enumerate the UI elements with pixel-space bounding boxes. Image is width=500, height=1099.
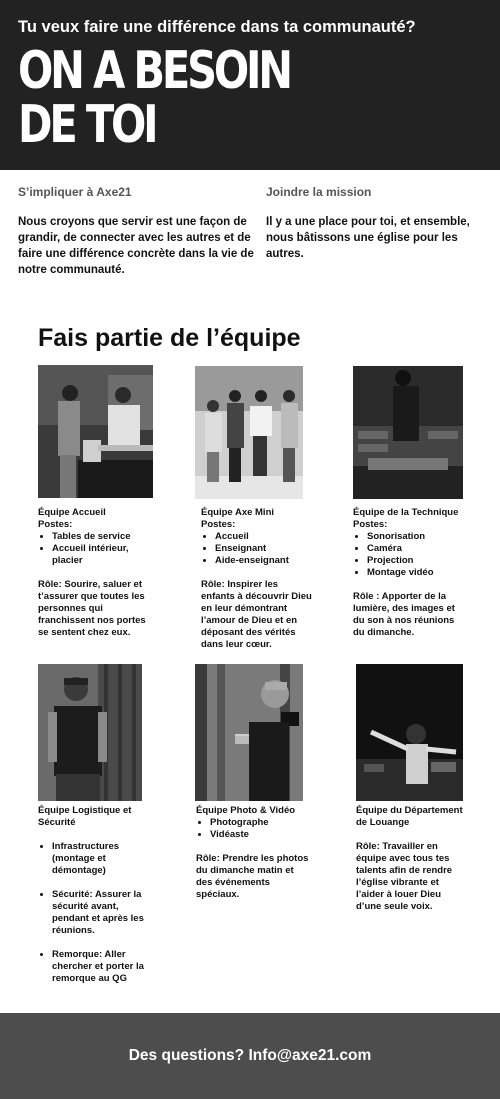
team-accueil-postes-list [38,531,158,567]
hero-title-line-2: DE TOI [18,95,156,155]
intro-right-text: Il y a une place pour toi, et ensemble, nous bâtissons une église pour les autres. [266,216,470,260]
team-photo-video-postes-list [196,817,311,841]
team-logistique-name: Équipe Logistique et Sécurité [38,805,132,828]
team-axe-mini-photo [195,366,303,499]
team-photo-video-card [196,805,311,901]
team-logistique-card [38,805,158,985]
list-item: • Caméra [367,543,465,555]
team-technique-postes-list [353,531,465,579]
team-louange-card [356,805,468,913]
team-photo-video-photo [195,664,303,801]
list-item: • Vidéaste [210,829,311,841]
intro-right-heading: Joindre la mission [266,185,372,199]
footer-contact-text[interactable]: Des questions? Info@axe21.com [128,1047,372,1064]
hero-title-line-1: ON A BESOIN [18,41,290,101]
team-accueil-postes-label: Postes: [38,519,73,530]
team-axe-mini-card [201,507,313,651]
intro-left-heading: S’impliquer à Axe21 [18,185,132,199]
hero-banner [0,0,500,170]
team-axe-mini-name: Équipe Axe Mini [201,507,275,518]
team-photo-video-role: Rôle: Prendre les photos du dimanche matin et des événements spéciaux. [196,853,309,900]
team-logistique-items-list [38,949,158,985]
hero-title [18,41,290,155]
list-item: • Sonorisation [367,531,465,543]
list-item: • Projection [367,555,465,567]
team-louange-name: Équipe du Département de Louange [356,805,463,828]
footer [0,1013,500,1099]
team-axe-mini-role: Rôle: Inspirer les enfants à découvrir Dieu en leur démontrant l’amour de Dieu et en déposant des vérités dans leur cœur. [201,579,312,650]
team-louange-role: Rôle: Travailler en équipe avec tous tes talents afin de rendre l’église vibrante et l’aider à louer Dieu d’une seule voix. [356,841,453,912]
section-title: Fais partie de l’équipe [38,324,301,352]
team-accueil-card [38,507,158,639]
list-item: • Accueil [215,531,313,543]
team-axe-mini-postes-list [201,531,313,567]
team-accueil-name: Équipe Accueil [38,507,106,518]
team-accueil-role: Rôle: Sourire, saluer et t’assurer que toutes les personnes qui franchissent nos portes se sentent chez eux. [38,579,146,638]
list-item: • Infrastructures (montage et démontage) [52,841,158,877]
team-technique-photo [353,366,463,499]
list-item: • Enseignant [215,543,313,555]
list-item: • Aide-enseignant [215,555,313,567]
intro-left-text: Nous croyons que servir est une façon de grandir, de connecter avec les autres et de faire une différence concrète dans la vie de notre communauté. [18,216,254,276]
hero-subtitle: Tu veux faire une différence dans ta communauté? [18,18,416,36]
team-logistique-items-list [38,889,158,937]
team-louange-photo [356,664,463,801]
team-technique-role: Rôle : Apporter de la lumière, des images et du son à nos réunions du dimanche. [353,591,455,638]
team-accueil-photo [38,365,153,498]
list-item: • Montage vidéo [367,567,465,579]
team-technique-card [353,507,465,639]
list-item: • Sécurité: Assurer la sécurité avant, pendant et après les réunions. [52,889,158,937]
team-technique-postes-label: Postes: [353,519,388,530]
list-item: • Accueil intérieur, placier [52,543,158,567]
team-photo-video-name: Équipe Photo & Vidéo [196,805,296,816]
list-item: • Photographe [210,817,311,829]
list-item: • Tables de service [52,531,158,543]
list-item: • Remorque: Aller chercher et porter la remorque au QG [52,949,158,985]
team-logistique-items-list [38,841,158,877]
team-technique-name: Équipe de la Technique [353,507,459,518]
team-axe-mini-postes-label: Postes: [201,519,236,530]
team-logistique-photo [38,664,142,801]
